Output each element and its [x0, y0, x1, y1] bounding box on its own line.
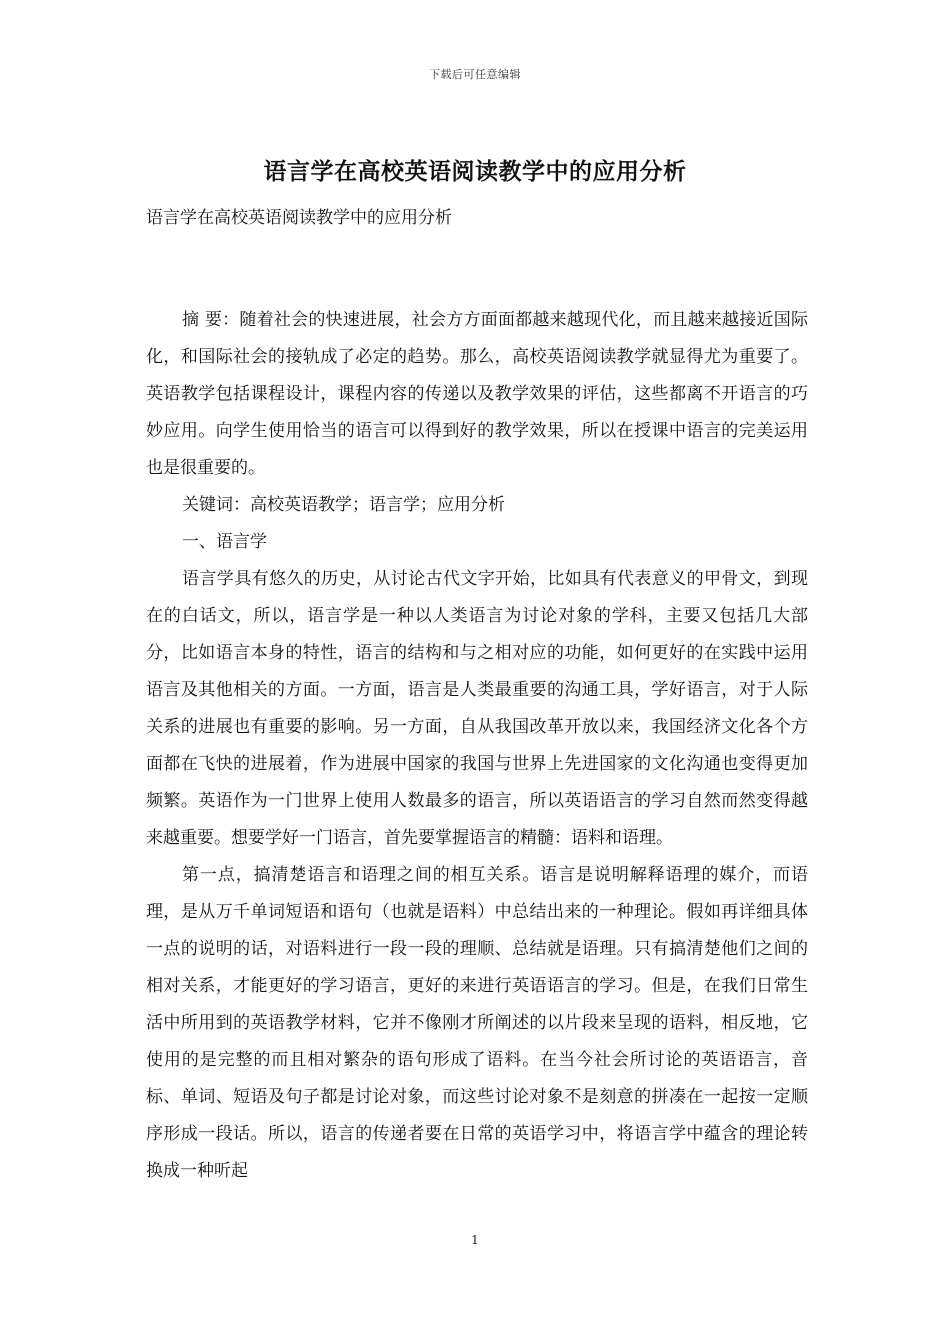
abstract-paragraph: 摘 要：随着社会的快速进展，社会方方面面都越来越现代化，而且越来越接近国际化，和国际社会的接轨成了必定的趋势。那么，高校英语阅读教学就显得尤为重要了。英语教学包括课程设计，课程内容的传递以及教学效果的评估，这些都离不开语言的巧妙应用。向学生使用恰当的语言可以得到好的教学效果，所以在授课中语言的完美运用也是很重要的。 [146, 310, 808, 478]
document-subtitle: 语言学在高校英语阅读教学中的应用分析 [146, 208, 452, 228]
spacer [146, 237, 808, 302]
document-body [146, 200, 808, 1190]
header-note: 下载后可任意编辑 [429, 68, 521, 81]
section-heading: 一、语言学 [182, 532, 267, 552]
keywords-line: 关键词：高校英语教学；语言学；应用分析 [182, 495, 505, 515]
body-paragraph-1: 语言学具有悠久的历史，从讨论古代文字开始，比如具有代表意义的甲骨文，到现在的白话文，所以，语言学是一种以人类语言为讨论对象的学科，主要又包括几大部分，比如语言本身的特性，语言的结构和与之相对应的功能，如何更好的在实践中运用语言及其他相关的方面。一方面，语言是人类最重要的沟通工具，学好语言，对于人际关系的进展也有重要的影响。另一方面，自从我国改革开放以来，我国经济文化各个方面都在飞快的进展着，作为进展中国家的我国与世界上先进国家的文化沟通也变得更加频繁。英语作为一门世界上使用人数最多的语言，所以英语语言的学习自然而然变得越来越重要。想要学好一门语言，首先要掌握语言的精髓：语料和语理。 [146, 569, 808, 848]
body-paragraph-2: 第一点，搞清楚语言和语理之间的相互关系。语言是说明解释语理的媒介，而语理，是从万千单词短语和语句（也就是语料）中总结出来的一种理论。假如再详细具体一点的说明的话，对语料进行一段一段的理顺、总结就是语理。只有搞清楚他们之间的相对关系，才能更好的学习语言，更好的来进行英语语言的学习。但是，在我们日常生活中所用到的英语教学材料，它并不像刚才所阐述的以片段来呈现的语料，相反地，它使用的是完整的而且相对繁杂的语句形成了语料。在当今社会所讨论的英语语言，音标、单词、短语及句子都是讨论对象，而这些讨论对象不是刻意的拼凑在一起按一定顺序形成一段话。所以，语言的传递者要在日常的英语学习中，将语言学中蕴含的理论转换成一种听起 [146, 865, 808, 1181]
document-title: 语言学在高校英语阅读教学中的应用分析 [263, 158, 687, 185]
page-number: 1 [471, 1233, 479, 1247]
